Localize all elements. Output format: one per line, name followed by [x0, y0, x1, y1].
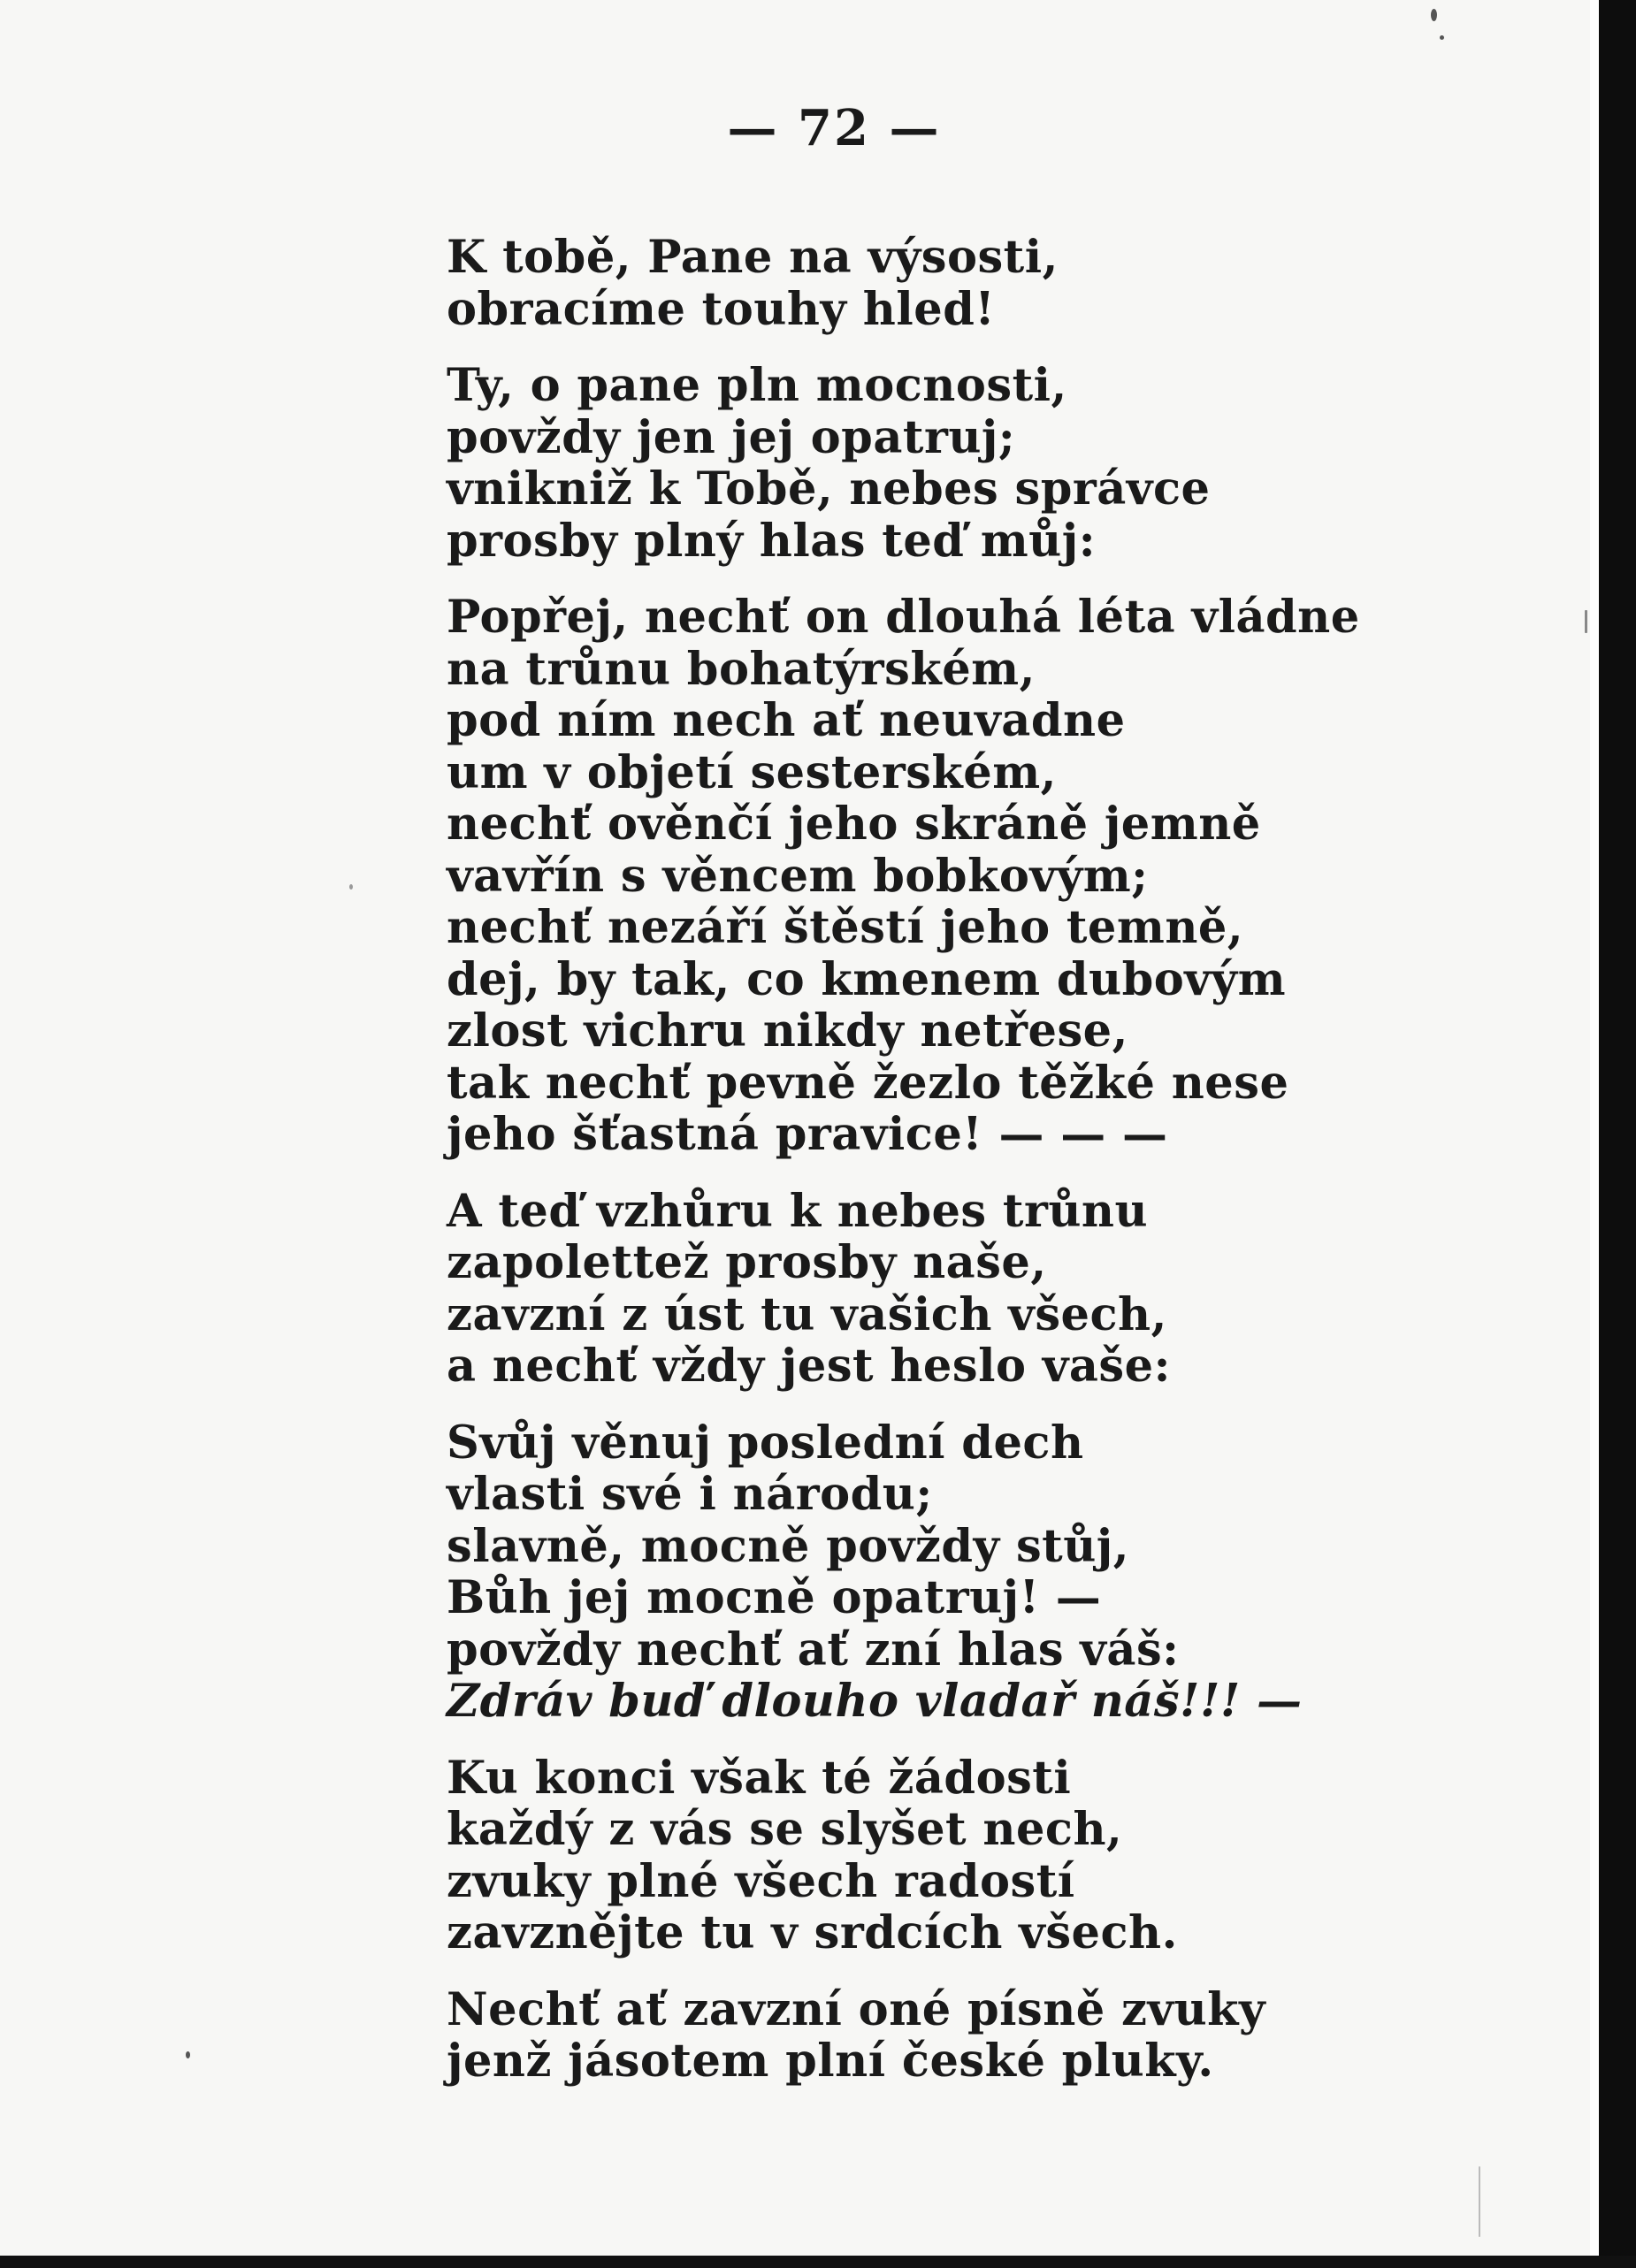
poem-line: povždy jen jej opatruj;	[447, 410, 1016, 464]
poem-line: Nechť ať zavzní oné písně zvuky	[447, 1982, 1266, 2036]
stanza	[447, 360, 1331, 567]
poem-line: Svůj věnuj poslední dech	[447, 1416, 1084, 1470]
poem-line: tak nechť pevně žezlo těžké nese	[447, 1056, 1289, 1110]
page-number: — 72 —	[727, 99, 941, 157]
poem-line: K tobě, Pane na výsosti,	[447, 231, 1059, 284]
page-edge-margin	[1590, 0, 1599, 2268]
page-edge-shadow	[1599, 0, 1636, 2268]
scan-speck	[1440, 35, 1444, 40]
poem-line: obracíme touhy hled!	[447, 282, 996, 336]
poem-line: každý z vás se slyšet nech,	[447, 1803, 1123, 1856]
scan-speck	[186, 2051, 190, 2058]
poem-line: zvuky plné všech radostí	[447, 1854, 1075, 1908]
poem-line: Ku konci však té žádosti	[447, 1751, 1072, 1805]
poem-line: Bůh jej mocně opatruj! —	[447, 1571, 1102, 1624]
poem-line: Ty, o pane pln mocnosti,	[447, 359, 1067, 412]
poem-line: Popřej, nechť on dlouhá léta vládne	[447, 591, 1360, 644]
poem-line: slavně, mocně povždy stůj,	[447, 1519, 1129, 1573]
poem-line: zavzní z úst tu vašich všech,	[447, 1287, 1167, 1341]
poem-line: vavřín s věncem bobkovým;	[447, 849, 1149, 903]
poem-line: Zdráv buď dlouho vladař náš!!! —	[447, 1675, 1303, 1728]
poem-line: povždy nechť ať zní hlas váš:	[447, 1623, 1180, 1676]
poem-line: jenž jásotem plní české pluky.	[447, 2035, 1214, 2088]
poem-line: zavznějte tu v srdcích všech.	[447, 1906, 1178, 1959]
poem-line: zapolettež prosby naše,	[447, 1236, 1047, 1289]
poem-line: pod ním nech ať neuvadne	[447, 694, 1126, 747]
poem-line: um v objetí sesterském,	[447, 745, 1057, 799]
poem-line: vlasti své i národu;	[447, 1468, 933, 1521]
poem-line: nechť ověnčí jeho skráně jemně	[447, 798, 1261, 851]
poem-line: A teď vzhůru k nebes trůnu	[447, 1184, 1149, 1238]
stanza	[447, 232, 1331, 335]
poem-line: a nechť vždy jest heslo vaše:	[447, 1340, 1171, 1393]
poem-line: na trůnu bohatýrském,	[447, 642, 1036, 696]
stanza	[447, 1186, 1331, 1393]
page-bottom-edge	[0, 2256, 1636, 2268]
poem-line: zlost vichru nikdy netřese,	[447, 1004, 1128, 1058]
poem-line: prosby plný hlas teď můj:	[447, 514, 1097, 568]
scan-speck	[1479, 2166, 1480, 2237]
scan-speck	[349, 884, 353, 890]
poem-line: vnikniž k Tobě, nebes správce	[447, 462, 1211, 515]
stanza	[447, 1984, 1331, 2088]
stanza	[447, 591, 1360, 1161]
stanza	[447, 1417, 1331, 1728]
poem-text	[447, 231, 1360, 2112]
scan-speck	[1431, 9, 1437, 21]
poem-line: nechť nezáří štěstí jeho temně,	[447, 901, 1244, 954]
stanza	[447, 1753, 1331, 1959]
scan-speck	[1585, 610, 1587, 633]
poem-line: dej, by tak, co kmenem dubovým	[447, 952, 1287, 1006]
poem-line: jeho šťastná pravice! — — —	[447, 1108, 1168, 1161]
